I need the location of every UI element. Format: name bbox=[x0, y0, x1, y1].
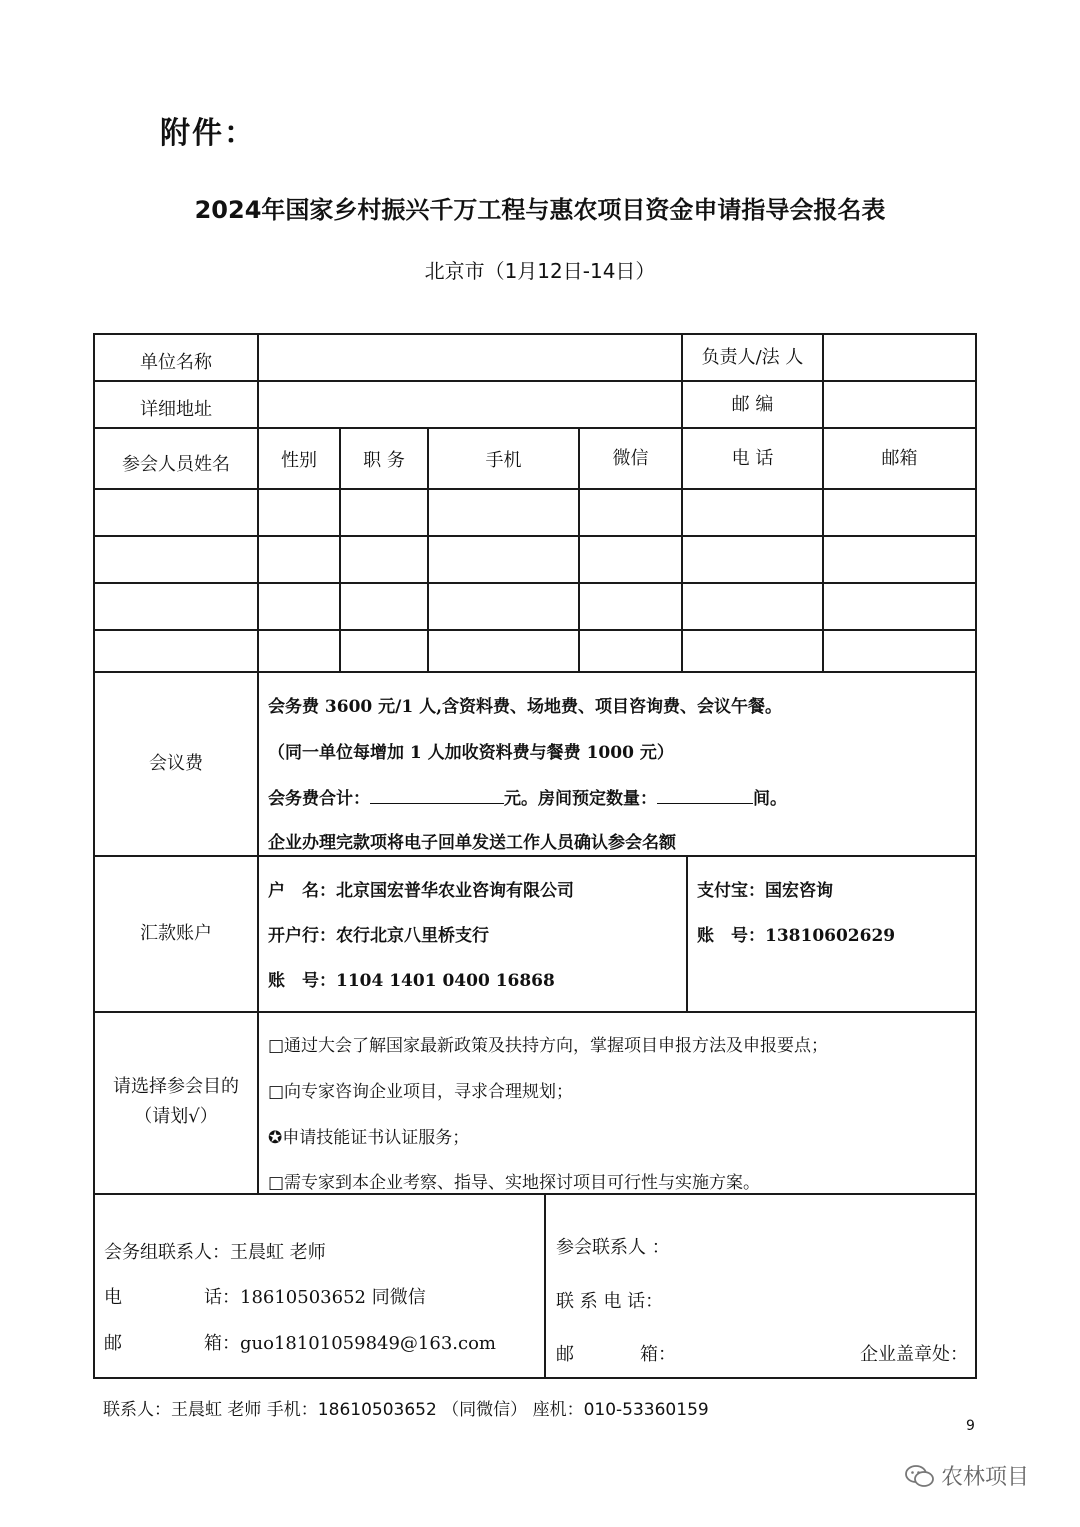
account-label: 汇款账户 bbox=[140, 923, 212, 945]
header-phone: 电 话 bbox=[731, 448, 774, 470]
header-name: 参会人员姓名 bbox=[122, 453, 230, 475]
seal-label: 企业盖章处： bbox=[860, 1344, 968, 1365]
leader-field[interactable] bbox=[824, 335, 975, 380]
account-name: 户 名：北京国宏普华农业咨询有限公司 bbox=[268, 881, 574, 901]
organizer-phone-label: 电 bbox=[104, 1287, 122, 1308]
leader-label: 负责人/法 人 bbox=[701, 346, 804, 368]
purpose-option-policy[interactable]: □通过大会了解国家最新政策及扶持方向，掌握项目申报方法及申报要点； bbox=[268, 1036, 829, 1056]
header-wechat: 微信 bbox=[612, 448, 649, 470]
address-field[interactable] bbox=[259, 382, 681, 427]
watermark bbox=[905, 1460, 1029, 1491]
room-count-blank[interactable] bbox=[657, 785, 753, 804]
fee-total-line bbox=[268, 784, 787, 809]
unit-name-field[interactable] bbox=[259, 335, 681, 380]
footer-contact: 联系人：王晨虹 老师 手机：18610503652 （同微信） 座机：010-53360159 bbox=[103, 1400, 709, 1420]
account-bank: 开户行：农行北京八里桥支行 bbox=[268, 926, 489, 946]
header-gender: 性别 bbox=[281, 450, 317, 472]
organizer-email-label: 邮 bbox=[104, 1333, 122, 1354]
attachment-label: 附件： bbox=[160, 116, 256, 151]
header-email: 邮箱 bbox=[881, 448, 918, 470]
purpose-option-visit[interactable]: □需专家到本企业考察、指导、实地探讨项目可行性与实施方案。 bbox=[268, 1173, 761, 1193]
page-number: 9 bbox=[966, 1418, 975, 1434]
header-position: 职 务 bbox=[363, 450, 405, 472]
organizer-email: 箱：guo18101059849@163.com bbox=[204, 1333, 496, 1354]
purpose-option-certificate[interactable]: ✪申请技能证书认证服务； bbox=[268, 1128, 470, 1148]
header-mobile: 手机 bbox=[485, 450, 522, 472]
room-unit: 间。 bbox=[753, 789, 787, 809]
unit-name-label: 单位名称 bbox=[140, 351, 212, 373]
form-subtitle: 北京市（1月12日-14日） bbox=[424, 259, 656, 283]
fee-line-2: （同一单位每增加 1 人加收资料费与餐费 1000 元） bbox=[268, 743, 674, 763]
participant-phone-label: 联 系 电 话： bbox=[556, 1291, 664, 1312]
postcode-label: 邮 编 bbox=[731, 393, 774, 415]
fee-total-label: 会务费合计： bbox=[268, 789, 370, 809]
alipay-account: 账 号：13810602629 bbox=[697, 926, 896, 946]
watermark-text: 农林项目 bbox=[941, 1465, 1030, 1490]
postcode-field[interactable] bbox=[824, 382, 975, 427]
organizer-phone: 话：18610503652 同微信 bbox=[204, 1287, 426, 1308]
fee-label: 会议费 bbox=[149, 753, 203, 775]
room-count-label: 元。房间预定数量： bbox=[504, 789, 657, 809]
participant-contact-label: 参会联系人 ： bbox=[556, 1237, 670, 1258]
fee-line-4: 企业办理完款项将电子回单发送工作人员确认参会名额 bbox=[268, 833, 676, 853]
participant-email-colon: 箱： bbox=[640, 1344, 676, 1365]
purpose-option-consult[interactable]: □向专家咨询企业项目，寻求合理规划； bbox=[268, 1082, 574, 1102]
purpose-hint: （请划√） bbox=[134, 1106, 218, 1128]
participant-email-label: 邮 bbox=[556, 1344, 574, 1365]
fee-total-blank[interactable] bbox=[370, 785, 504, 804]
organizer-contact: 会务组联系人：王晨虹 老师 bbox=[104, 1242, 326, 1263]
address-label: 详细地址 bbox=[140, 398, 212, 420]
alipay-name: 支付宝：国宏咨询 bbox=[697, 881, 833, 901]
wechat-icon bbox=[905, 1464, 935, 1488]
fee-line-1: 会务费 3600 元/1 人,含资料费、场地费、项目咨询费、会议午餐。 bbox=[268, 697, 783, 717]
form-title: 2024年国家乡村振兴千万工程与惠农项目资金申请指导会报名表 bbox=[194, 196, 886, 224]
account-number: 账 号：1104 1401 0400 16868 bbox=[268, 971, 555, 991]
purpose-label: 请选择参会目的 bbox=[113, 1076, 239, 1098]
